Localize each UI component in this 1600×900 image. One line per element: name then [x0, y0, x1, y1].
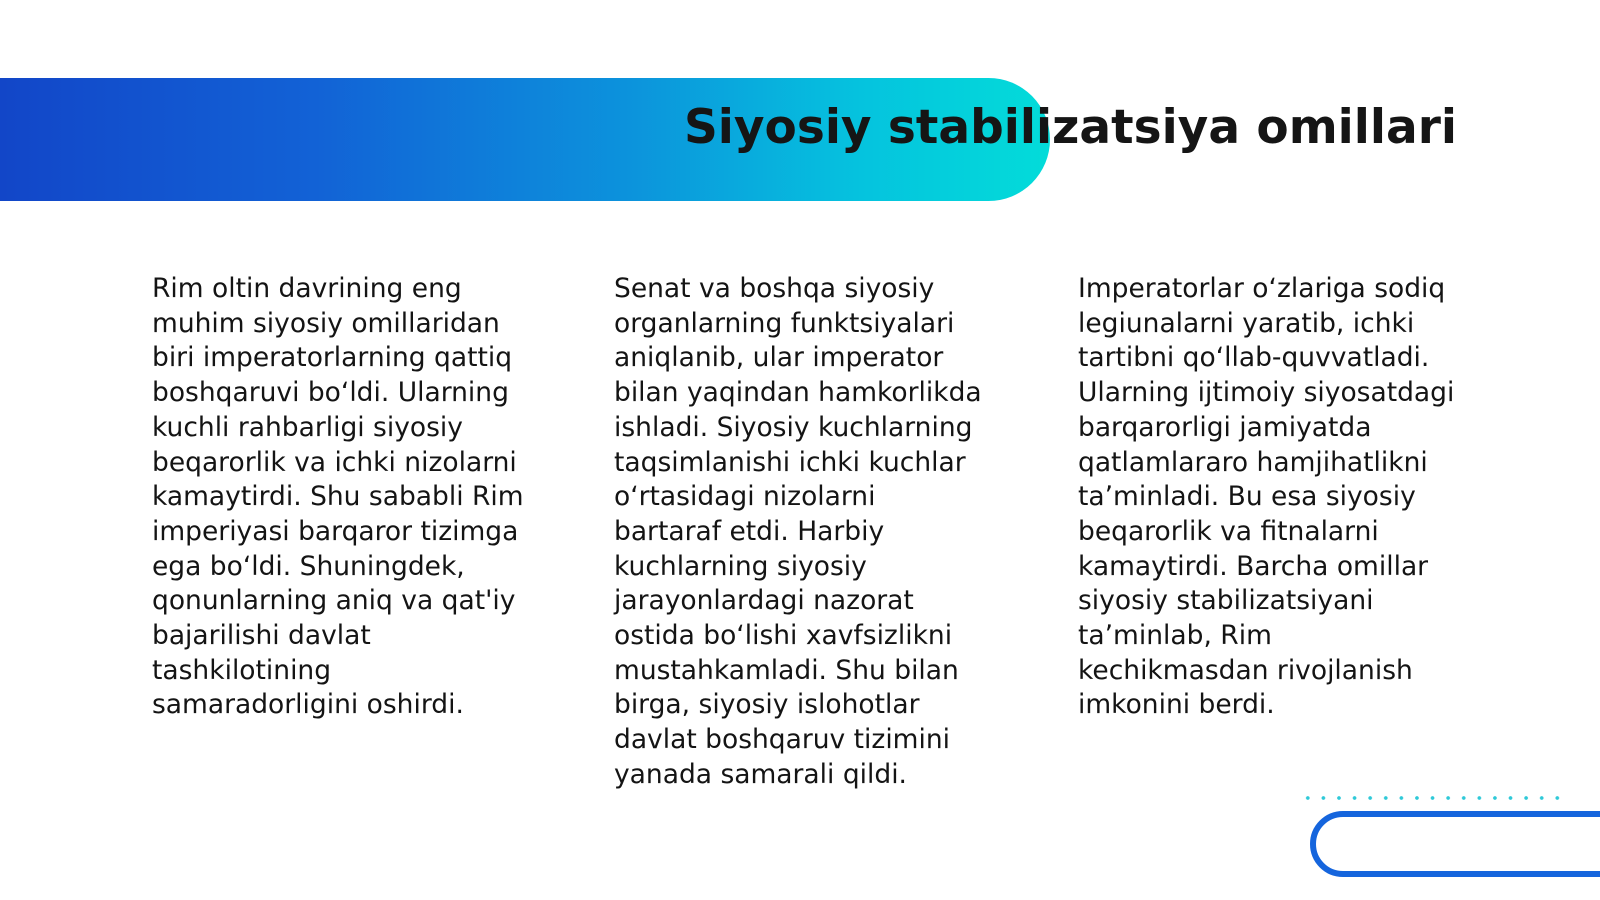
decorative-dot-row: [1300, 795, 1562, 801]
text-column-2: Senat va boshqa siyosiy organlarning funktsiyalari aniqlanib, ular imperator bilan yaqindan hamkorlikda ishladi. Siyosiy kuchlarning taqsimlanishi ichki kuchlar oʻrtasidagi nizolarni bartaraf etdi. Harbiy kuchlarning siyosiy jarayonlardagi nazorat ostida boʻlishi xavfsizlikni mustahkamladi. Shu bilan birga, siyosiy islohotlar davlat boshqaruv tizimini yanada samarali qildi.: [614, 273, 982, 790]
text-column-3: Imperatorlar oʻzlariga sodiq legiunalarni yaratib, ichki tartibni qoʻllab-quvvatladi. Ularning ijtimoiy siyosatdagi barqarorligi jamiyatda qatlamlararo hamjihatlikni taʼminladi. Bu esa siyosiy beqarorlik va fitnalarni kamaytirdi. Barcha omillar siyosiy stabilizatsiyani taʼminlab, Rim kechikmasdan rivojlanish imkonini berdi.: [1078, 273, 1455, 721]
slide-title: Siyosiy stabilizatsiya omillari: [683, 100, 1457, 155]
text-column-1: Rim oltin davrining eng muhim siyosiy omillaridan biri imperatorlarning qattiq boshqaruvi boʻldi. Ularning kuchli rahbarligi siyosiy beqarorlik va ichki nizolarni kamaytirdi. Shu sababli Rim imperiyasi barqaror tizimga ega boʻldi. Shuningdek, qonunlarning aniq va qat'iy bajarilishi davlat tashkilotining samaradorligini oshirdi.: [152, 273, 524, 721]
decorative-outline-pill: [1310, 811, 1600, 877]
